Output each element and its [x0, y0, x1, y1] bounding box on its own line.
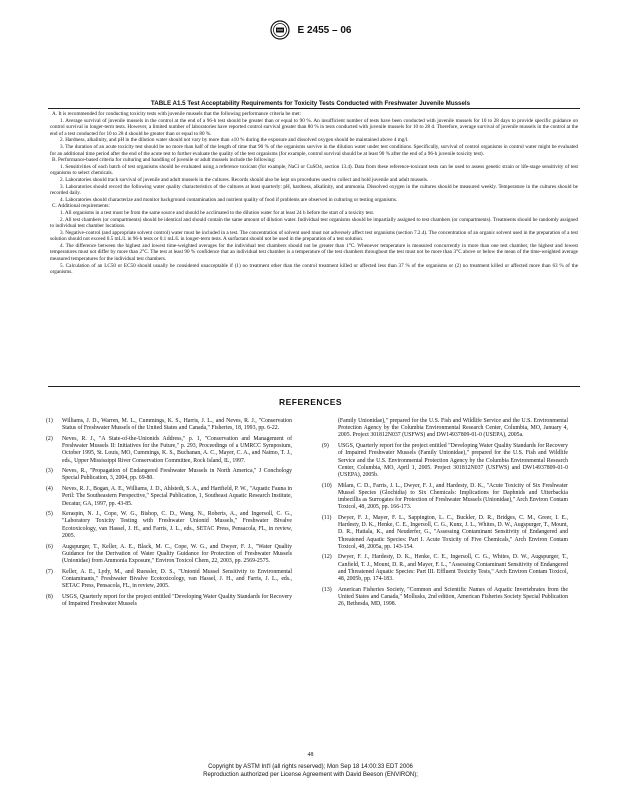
reference-number: (10) [322, 482, 332, 489]
reference-number: (9) [322, 443, 329, 450]
table-criterion: 1. Sensitivities of each batch of test organisms should be evaluated using a reference toxicant (for example, NaCl or CuSO4, section 13.4). Data from these reference-toxicant tests can be used to assess genetic strain or life-stage sensitivity of test organisms to select chemicals. [50, 163, 578, 177]
table-criterion: 4. The difference between the highest and lowest time-weighted averages for the individual test chambers should not be greater than 1°C. Whenever temperature is measured concurrently in more than one test chamber, the highest and lowest temperatures must not differ by more than 2°C. The test at least 90 % confidence that an individual test chamber is a temperature of the test chambers throughout the test must not be more than 3°C above or below the mean of the time-weighted average measured temperatures for the individual test chambers. [50, 242, 578, 263]
reference-entry [322, 483, 568, 512]
reference-text: Keller, A. E., Lydy, M., and Ruessler, D. S., "Unionid Mussel Sensitivity to Environmental Contaminants," Freshwater Bivalve Ecotoxicology, van Hassel, J. H., and Farris, J. L., eds., SETAC Press, Pensacola, FL, in review, 2005. [62, 568, 292, 590]
reference-entry [322, 554, 568, 583]
reference-text: Dwyer, F. J., Mayer, F. L., Sappington, L. C., Buckler, D. R., Bridges, C. M., Greer, I. E., Hardesty, D. K., Henke, C. E., Ingersoll, C. G., Kunz, J. L., Whites, D. W., Augspurger, T., Mount, D. R., Hattala, K., and Neuderfer, G., "Assessing Contaminant Sensitivity of Endangered and Threatened Aquatic Species: Part I. Acute Toxicity of Five Chemicals," Arch Environ Contam Toxicol, 48, 2005a, pp. 143-154. [338, 514, 568, 550]
table-body [50, 111, 578, 276]
reference-number: (1) [46, 418, 53, 424]
reference-entry [46, 436, 292, 465]
reference-entry [46, 569, 292, 591]
reference-entry [46, 486, 292, 508]
reference-entry [322, 418, 568, 440]
table-criterion: 2. Laboratories should track survival of juvenile and adult mussels in the cultures. Records should also be kept on procedures used to collect and hold juvenile and adult mussels. [60, 176, 429, 183]
reference-number: (4) [46, 486, 53, 493]
reference-number: (8) [46, 593, 53, 600]
table-criterion: 3. The duration of an acute toxicity test should be no more than half of the length of time that 90 % of the organisms survive in the dilution water under test conditions. Specifically, survival of control organisms in control water might be evaluated for an additional time period after the end of the acute test to further evaluate the quality of the test organisms (for example, control survival should be at least 90 % after the end of a 96-h juvenile toxicity test). [50, 143, 578, 157]
reference-number: (2) [46, 435, 53, 442]
reference-entry [46, 418, 292, 432]
references-heading: REFERENCES [278, 397, 343, 407]
reference-entry [322, 515, 568, 551]
reference-text: Dwyer, F. J., Hardesty, D. K., Henke, C. E., Ingersoll, C. G., Whites, D. W., Augspurger, T., Canfield, T. J., Mount, D. R., and Mayer, F. L., "Assessing Contaminant Sensitivity of Endangered and Threatened Aquatic Species: Part III. Effluent Toxicity Tests," Arch Environ Contam Toxicol, 48, 2005b, pp. 174-183. [338, 554, 568, 583]
reference-entry [322, 587, 568, 609]
reference-number: (5) [46, 511, 53, 518]
table-section-heading: B. Performance-based criteria for culturing and handling of juvenile or adult mussels include the following: [52, 157, 276, 164]
reference-number: (6) [46, 543, 53, 550]
table-criterion: 2. All test chambers (or compartments) should be identical and should contain the same amount of dilution water. Individual test organisms should be impartially assigned to test chambers (or compartments). Treatments should be randomly assigned to individual test chamber locations. [50, 216, 578, 230]
page-number: 48 [307, 752, 314, 758]
reference-text: Milam, C. D., Farris, J. L., Dwyer, F. J., and Hardesty, D. K., "Acute Toxicity of Six Freshwater Mussel Species (Glochidia) to Six Chemicals: Implications for Daphnids and Utterbackia imbecillis as Surrogates for Protection of Freshwater Mussels (Unionidae)," Arch Environ Contam Toxicol, 48, 2005, pp. 166-173. [338, 482, 568, 511]
table-criterion: 1. Average survival of juvenile mussels in the control at the end of a 96-h test should be greater than or equal to 90 %. An insufficient number of tests have been conducted with juvenile mussels for 10 to 28 days to provide specific guidance on control survival in longer-term tests. However, a limited number of laboratories have reported control survival greater than 80 % in tests conducted with juvenile mussels for 10 to 28 d. Therefore, average survival of juvenile mussels in the control at the end of a test conducted for 10 to 28 d should be greater than or equal to 80 %. [50, 117, 578, 137]
table-criterion: 3. Negative-control (and appropriate solvent control) water must be included in a test. The concentration of solvent used must not adversely affect test organisms (section 7.2.4). The concentration of an organic solvent used in the preparation of a test solution should not exceed 0.5 mL/L in 96-h tests or 0.1 mL/L in longer-term tests. A surfactant should not be used in the preparation of a test solution. [50, 229, 578, 243]
footer-license-line: Reproduction authorized per License Agreement with David Beeson (ENVIRON); [203, 772, 418, 778]
table-bottom-rule [48, 386, 580, 387]
reference-number: (3) [46, 468, 53, 475]
reference-entry [46, 594, 292, 608]
reference-text: USGS, Quarterly report for the project entitled "Developing Water Quality Standards for Recovery of Impaired Freshwater Mussels (Family Unionidae)," prepared for the U.S. Fish and Wildlife Service and the U.S. Environmental Protection Agency by the Columbia Environmental Research Center, Columbia, MO, April 1, 2005. Project 301812N037 (USFWS) and DW14937809-01-0 (USEPA), 2005b. [338, 443, 568, 478]
table-title: TABLE A1.5 Test Acceptability Requirements for Toxicity Tests Conducted with Freshwater Juvenile Mussels [150, 100, 471, 107]
reference-text: American Fisheries Society, "Common and Scientific Names of Aquatic Invertebrates from the United States and Canada," Mollusks, 2nd edition, American Fisheries Society Special Publication 26, Bethesda, MD, 1998. [338, 586, 568, 608]
copyright-footer [0, 763, 621, 779]
reference-text: Neves, R. J., "A State-of-the-Unionids Address," p. 1, "Conservation and Management of Freshwater Mussels II: Initiatives for the Future," p. 293, Proceedings of a UMRCC Symposium, October 1995, St. Louis, MO, Cummings, K. S., Buchanan, A. C., Mayer, C. A., and Naimo, T. J., eds., Upper Mississippi River Conservation Committee, Rock Island, IL, 1997. [62, 435, 292, 464]
table-criterion: 3. Laboratories should record the following water quality characteristics of the cultures at least quarterly: pH, hardness, alkalinity, and ammonia. Dissolved oxygen in the cultures should be measured weekly. Temperature in the cultures should be recorded daily. [50, 183, 578, 197]
footer-copyright-line: Copyright by ASTM Int'l (all rights reserved); Mon Sep 18 14:00:33 EDT 2006 [208, 764, 413, 770]
table-criterion: 5. Calculation of an LC50 or EC50 should usually be considered unacceptable if (1) no treatment other than the control treatment killed or affected less than 37 % of the organisms or (2) no treatment killed or affected more than 63 % of the organisms. [50, 262, 578, 276]
reference-number: (13) [322, 586, 332, 593]
reference-entry [46, 544, 292, 566]
reference-number: (12) [322, 554, 332, 561]
table-criterion: 2. Hardness, alkalinity, and pH in the dilution water should not vary by more than ±10 % during the exposure and dissolved oxygen should be maintained above 4 mg/l. [60, 137, 409, 144]
reference-text: Augspurger, T., Keller, A. E., Black, M. C., Cope, W. G., and Dwyer, F. J., "Water Quality Guidance for the Derivation of Water Quality Guidance for Protection of Freshwater Mussels (Unionidae) from Ammonia Exposure," Environ Toxicol Chem, 22, 2003, pp. 2569-2575. [62, 543, 292, 564]
reference-entry [46, 511, 292, 540]
table-section-heading: A. It is recommended for conducting toxicity tests with juvenile mussels that the following performance criteria be met: [52, 111, 301, 117]
reference-text: Keraspin, N. J., Cope, W. G., Bishop, C. D., Wang, N., Roberts, A., and Ingersoll, C. G., "Laboratory Toxicity Testing with Freshwater Unionid Mussels," Freshwater Bivalve Ecotoxicology, van Hassel, J. H., and Farris, J. L., eds., SETAC Press, Pensacola, FL, in review, 2005. [62, 511, 292, 539]
table-criterion: 4. Laboratories should characterize and monitor background contamination and nutrient quality of food if problems are observed in culturing or testing organisms. [60, 196, 398, 203]
reference-text: Williams, J. D., Warren, M. L., Cummings, K. S., Harris, J. L., and Neves, R. J., "Conservation Status of Freshwater Mussels of the United States and Canada," Fisheries, 18, 1993, pp. 6-22. [62, 418, 292, 432]
document-header [0, 20, 621, 40]
reference-text: USGS, Quarterly report for the project entitled "Developing Water Quality Standards for Recovery of Impaired Freshwater Mussels [62, 593, 292, 607]
references-right-column [322, 418, 568, 612]
reference-text: Neves, R., "Propagation of Endangered Freshwater Mussels in North America," J Conchology Special Publication, 3, 2004, pp. 69-80. [62, 468, 292, 482]
reference-text: Neves, R. J., Bogan, A. E., Williams, J. D., Ahlstedt, S. A., and Hartfield, P. W., "Aquatic Fauna in Peril: The Southeastern Perspective," Special Publication, 1, Southeast Aquatic Research Institute, Decatur, GA, 1997, pp. 43-85. [62, 486, 292, 507]
reference-number: (7) [46, 568, 53, 575]
reference-entry [322, 443, 568, 479]
reference-number: (11) [322, 514, 332, 521]
table-top-rule [48, 108, 580, 109]
table-criterion: 1. All organisms in a test must be from the same source and should be acclimated to the dilution water for at least 24 h before the start of a toxicity test. [60, 209, 375, 216]
references-left-column [46, 418, 292, 612]
reference-text: (Family Unionidae)," prepared for the U.S. Fish and Wildlife Service and the U.S. Environmental Protection Agency by the Columbia Environmental Research Center, Columbia, MO, January 4, 2005. Project 301812N037 (USFWS) and DW14937809-01-0 (USEPA), 2005a. [338, 418, 568, 439]
reference-entry [46, 468, 292, 482]
astm-logo-icon [270, 20, 290, 40]
standard-designation: E 2455 – 06 [297, 24, 352, 36]
table-section-heading: C. Additional requirements: [52, 203, 110, 210]
